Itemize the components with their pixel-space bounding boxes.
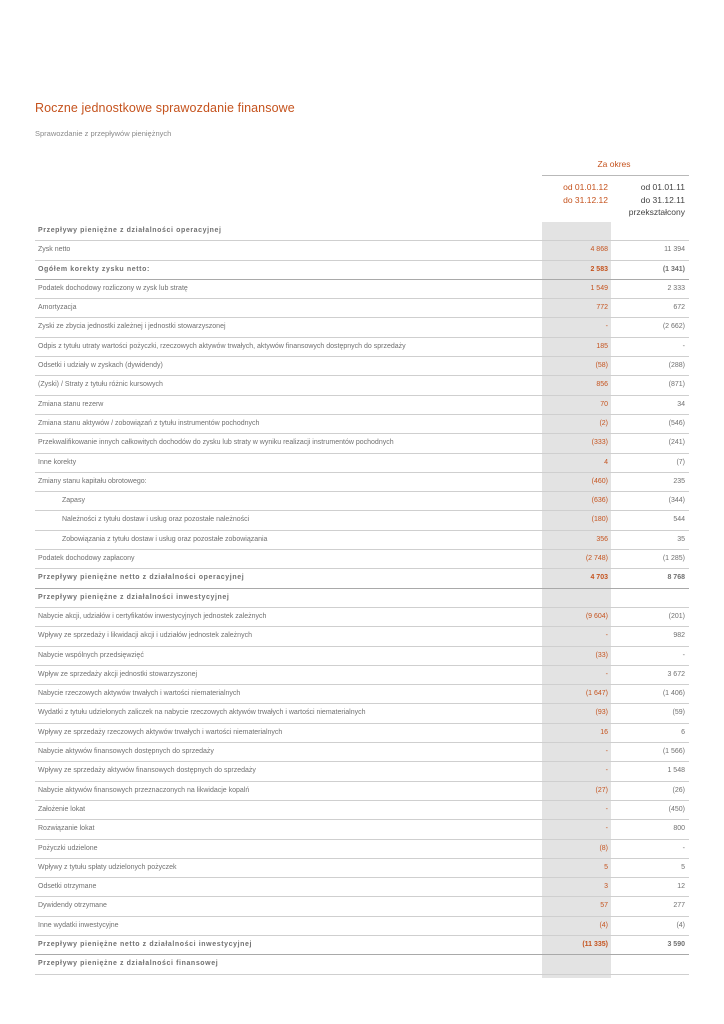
previous-period-value: 800: [673, 825, 685, 833]
section-header-row: [35, 222, 689, 241]
table-row: [35, 782, 689, 801]
previous-period-value: (450): [668, 805, 685, 813]
current-period-value: (93): [595, 709, 608, 717]
table-row: [35, 666, 689, 685]
previous-period-value: (26): [672, 786, 685, 794]
row-label: Odsetki otrzymane: [38, 883, 97, 891]
table-row: [35, 897, 689, 916]
row-label: Przepływy pieniężne netto z działalności operacyjnej: [38, 574, 245, 582]
row-label: Pożyczki udzielone: [38, 844, 98, 852]
previous-period-value: (871): [668, 381, 685, 389]
current-period-value: (1 647): [585, 690, 608, 698]
previous-period-value: 672: [673, 304, 685, 312]
row-label: Wpływy ze sprzedaży aktywów finansowych dostępnych do sprzedaży: [38, 767, 256, 775]
table-row: [35, 473, 689, 492]
section-header-row: [35, 955, 689, 974]
row-label: Dywidendy otrzymane: [38, 902, 107, 910]
table-row: [35, 376, 689, 395]
previous-period-value: (59): [672, 709, 685, 717]
current-period-value: -: [605, 632, 608, 640]
current-period-value: -: [605, 805, 608, 813]
row-label: Zmiana stanu rezerw: [38, 400, 104, 408]
previous-period-value: 34: [677, 400, 685, 408]
previous-period-value: (1 341): [662, 265, 685, 273]
row-label: Wpływy ze sprzedaży rzeczowych aktywów trwałych i wartości niematerialnych: [38, 728, 283, 736]
table-row: [35, 569, 689, 588]
row-label: Nabycie rzeczowych aktywów trwałych i wartości niematerialnych: [38, 690, 241, 698]
previous-period-value: -: [682, 651, 685, 659]
table-row: [35, 743, 689, 762]
row-label: Rozwiązanie lokat: [38, 825, 95, 833]
row-label: Zysk netto: [38, 246, 71, 254]
table-row: [35, 647, 689, 666]
previous-period-to: do 31.12.11: [640, 194, 685, 205]
previous-period-note: przekształcony: [628, 207, 685, 217]
current-period-value: 16: [600, 728, 608, 736]
current-period-value: 1 549: [590, 284, 608, 292]
previous-period-value: (2 662): [662, 323, 685, 331]
current-period-value: 185: [596, 342, 608, 350]
table-row: [35, 724, 689, 743]
row-label: Należności z tytułu dostaw i usług oraz pozostałe należności: [62, 516, 250, 524]
table-row: [35, 531, 689, 550]
previous-period-from: od 01.01.11: [640, 182, 685, 192]
previous-period-value: 277: [673, 902, 685, 910]
current-period-value: (8): [599, 844, 608, 852]
row-label: Wpływy ze sprzedaży i likwidacji akcji i udziałów jednostek zależnych: [38, 632, 252, 640]
previous-period-value: 235: [673, 477, 685, 485]
table-row: [35, 511, 689, 530]
previous-period-value: 3 590: [667, 940, 685, 948]
table-row: [35, 878, 689, 897]
current-period-value: (58): [595, 362, 608, 370]
period-divider: [542, 175, 689, 176]
current-period-value: 2 583: [590, 265, 608, 273]
table-row: [35, 801, 689, 820]
table-row: [35, 280, 689, 299]
current-period-value: 4 868: [590, 246, 608, 254]
current-period-value: (27): [595, 786, 608, 794]
previous-period-value: (241): [668, 439, 685, 447]
row-label: Przepływy pieniężne z działalności inwestycyjnej: [38, 593, 230, 601]
row-label: Podatek dochodowy rozliczony w zysk lub stratę: [38, 284, 188, 292]
table-row: [35, 396, 689, 415]
row-label: Wpływ ze sprzedaży akcji jednostki stowarzyszonej: [38, 670, 198, 678]
current-period-value: (636): [591, 497, 608, 505]
current-period-value: 3: [604, 883, 608, 891]
table-row: [35, 299, 689, 318]
row-label: Nabycie aktywów finansowych dostępnych do sprzedaży: [38, 748, 214, 756]
row-label: Odpis z tytułu utraty wartości pożyczki, rzeczowych aktywów trwałych, aktywów finansowych dostępnych do sprzedaży: [38, 342, 406, 350]
row-label: Inne korekty: [38, 458, 77, 466]
current-period-value: -: [605, 748, 608, 756]
previous-period-value: (344): [668, 497, 685, 505]
table-row: [35, 261, 689, 280]
row-label: Podatek dochodowy zapłacony: [38, 555, 135, 563]
cash-flow-table: [35, 222, 689, 975]
table-row: [35, 917, 689, 936]
table-row: [35, 454, 689, 473]
table-row: [35, 820, 689, 839]
current-period-value: (2 748): [585, 555, 608, 563]
table-row: [35, 936, 689, 955]
previous-period-value: 5: [681, 863, 685, 871]
previous-period-value: 11 394: [664, 246, 685, 254]
current-period-value: (33): [595, 651, 608, 659]
current-period-value: -: [605, 825, 608, 833]
current-period-value: -: [605, 767, 608, 775]
row-label: Zyski ze zbycia jednostki zależnej i jednostki stowarzyszonej: [38, 323, 226, 331]
row-label: Przekwalifikowanie innych całkowitych dochodów do zysku lub straty w wyniku realizacji instrumentów pochodnych: [38, 439, 394, 447]
page-subtitle: Sprawozdanie z przepływów pieniężnych: [35, 129, 172, 138]
current-period-value: (9 604): [585, 612, 608, 620]
row-label: Wydatki z tytułu udzielonych zaliczek na nabycie rzeczowych aktywów trwałych i wartości niematerialnych: [38, 709, 366, 717]
previous-period-value: (7): [676, 458, 685, 466]
previous-period-value: (1 566): [662, 748, 685, 756]
previous-period-value: (1 406): [662, 690, 685, 698]
current-period-value: 356: [596, 535, 608, 543]
current-period-header: [542, 181, 608, 206]
row-label: Nabycie wspólnych przedsięwzięć: [38, 651, 144, 659]
section-header-row: [35, 589, 689, 608]
row-label: Zobowiązania z tytułu dostaw i usług oraz pozostałe zobowiązania: [62, 535, 268, 543]
table-row: [35, 318, 689, 337]
table-row: [35, 859, 689, 878]
row-label: Inne wydatki inwestycyjne: [38, 921, 119, 929]
table-row: [35, 762, 689, 781]
table-row: [35, 550, 689, 569]
previous-period-value: (4): [676, 921, 685, 929]
table-row: [35, 241, 689, 260]
row-label: Przepływy pieniężne netto z działalności inwestycyjnej: [38, 940, 253, 948]
previous-period-value: 6: [681, 728, 685, 736]
previous-period-value: 544: [673, 516, 685, 524]
current-period-value: -: [605, 670, 608, 678]
current-period-from: od 01.01.12: [563, 182, 608, 192]
table-row: [35, 840, 689, 859]
row-label: Amortyzacja: [38, 304, 77, 312]
table-row: [35, 492, 689, 511]
row-label: Odsetki i udziały w zyskach (dywidendy): [38, 362, 163, 370]
current-period-value: (333): [591, 439, 608, 447]
row-label: Przepływy pieniężne z działalności finansowej: [38, 960, 219, 968]
table-row: [35, 685, 689, 704]
current-period-value: (11 335): [582, 940, 608, 948]
row-label: Ogółem korekty zysku netto:: [38, 265, 150, 273]
row-label: Nabycie akcji, udziałów i certyfikatów inwestycyjnych jednostek zależnych: [38, 612, 267, 620]
previous-period-value: (1 285): [662, 555, 685, 563]
current-period-value: 772: [596, 304, 608, 312]
period-label: Za okres: [597, 159, 631, 169]
previous-period-value: -: [682, 844, 685, 852]
previous-period-value: -: [682, 342, 685, 350]
table-row: [35, 704, 689, 723]
current-period-value: 4 703: [590, 574, 608, 582]
page-title: Roczne jednostkowe sprawozdanie finansowe: [35, 101, 295, 115]
current-period-value: (460): [591, 477, 608, 485]
current-period-value: 5: [604, 863, 608, 871]
table-row: [35, 357, 689, 376]
current-period-value: 856: [596, 381, 608, 389]
previous-period-value: 8 768: [667, 574, 685, 582]
previous-period-value: 982: [673, 632, 685, 640]
previous-period-value: (288): [668, 362, 685, 370]
row-label: Wpływy z tytułu spłaty udzielonych pożyczek: [38, 863, 177, 871]
previous-period-value: (546): [668, 419, 685, 427]
row-label: Zmiany stanu kapitału obrotowego:: [38, 477, 147, 485]
row-label: Zmiana stanu aktywów / zobowiązań z tytułu instrumentów pochodnych: [38, 419, 260, 427]
row-label: Nabycie aktywów finansowych przeznaczonych na likwidacje kopalń: [38, 786, 250, 794]
current-period-to: do 31.12.12: [563, 194, 608, 205]
current-period-value: (4): [599, 921, 608, 929]
table-row: [35, 415, 689, 434]
previous-period-value: 12: [677, 883, 685, 891]
previous-period-value: 35: [677, 535, 685, 543]
table-row: [35, 434, 689, 453]
table-row: [35, 338, 689, 357]
row-label: Przepływy pieniężne z działalności operacyjnej: [38, 227, 222, 234]
previous-period-value: 2 333: [667, 284, 685, 292]
row-label: Zapasy: [62, 497, 85, 505]
table-row: [35, 627, 689, 646]
current-period-value: 57: [600, 902, 608, 910]
previous-period-value: 1 548: [667, 767, 685, 775]
current-period-value: (180): [591, 516, 608, 524]
previous-period-header: [612, 181, 685, 219]
current-period-value: 70: [600, 400, 608, 408]
row-label: (Zyski) / Straty z tytułu różnic kursowych: [38, 381, 163, 389]
current-period-value: (2): [599, 419, 608, 427]
table-row: [35, 608, 689, 627]
current-period-value: 4: [604, 458, 608, 466]
current-period-value: -: [605, 323, 608, 331]
previous-period-value: 3 672: [667, 670, 685, 678]
previous-period-value: (201): [668, 612, 685, 620]
row-label: Założenie lokat: [38, 805, 86, 813]
